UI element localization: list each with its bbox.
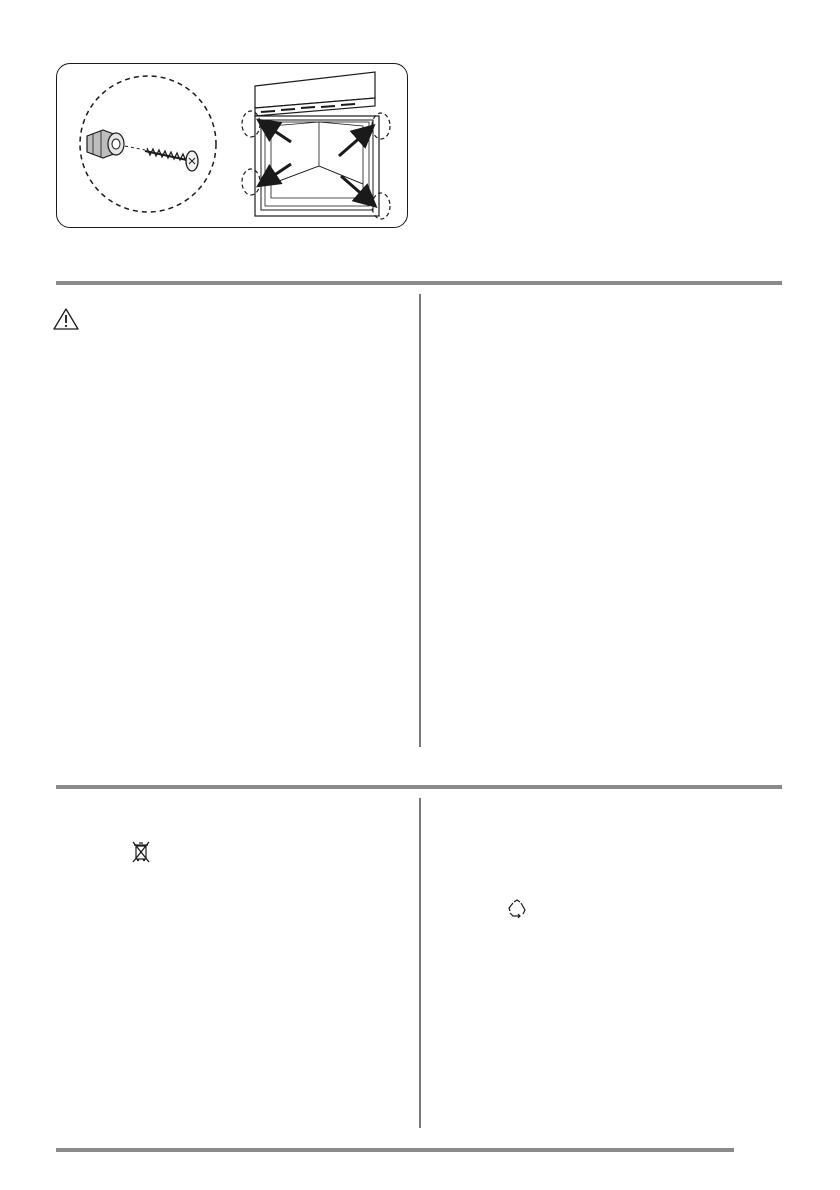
installation-illustration [57, 64, 409, 229]
footer-rule [56, 1148, 734, 1152]
dowel-icon [87, 130, 124, 158]
column-divider-installation [419, 294, 421, 747]
oven-cavity-icon [242, 72, 390, 219]
warning-triangle-icon [52, 307, 80, 331]
recycle-icon [506, 898, 528, 920]
screw-icon [145, 148, 198, 171]
section-rule-environment [56, 785, 782, 789]
section-rule-installation [56, 281, 782, 285]
column-divider-environment [419, 798, 421, 1128]
crossed-out-bin-icon [130, 840, 152, 864]
installation-figure [56, 63, 408, 228]
